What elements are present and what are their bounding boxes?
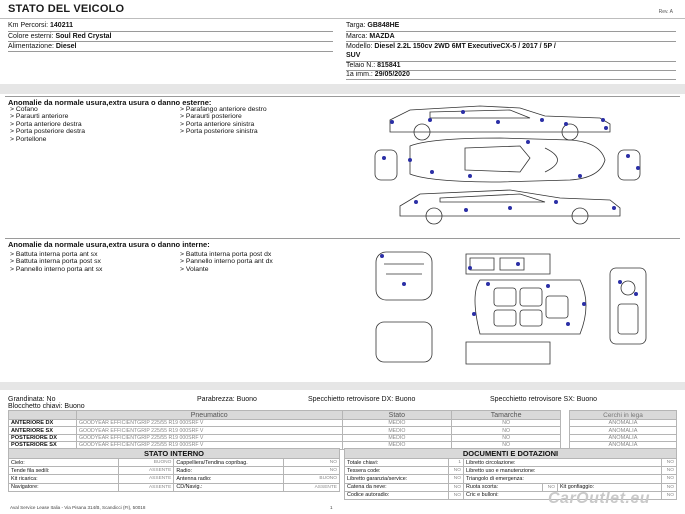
tyre-model: GOODYEAR EFFICIENTGRIP 225/55 R19 000SRF V bbox=[76, 427, 342, 434]
tyre-brand-flag: NO bbox=[452, 427, 561, 434]
table-header-cell: Pneumatico bbox=[76, 411, 342, 420]
list-item: > Porta posteriore sinistra bbox=[180, 128, 258, 136]
rims-table bbox=[569, 410, 677, 450]
table-header-cell bbox=[9, 411, 77, 420]
table-header-row bbox=[570, 411, 677, 420]
table-row bbox=[9, 475, 340, 483]
cell-label: Radio: bbox=[174, 467, 284, 475]
cell-value: NO bbox=[449, 491, 464, 499]
cell-label: Totale chiavi: bbox=[345, 459, 449, 467]
registration-value: 29/05/2020 bbox=[374, 71, 410, 78]
model-value: Diesel 2.2L 150cv 2WD 6MT ExecutiveCX-5 / 2017 / 5P / bbox=[374, 43, 556, 50]
tyre-state: MEDIO bbox=[342, 434, 452, 441]
tyre-position: ANTERIORE SX bbox=[9, 427, 77, 434]
rim-status: ANOMALIA bbox=[570, 442, 677, 449]
key-block-status: Blocchetto chiavi: Buono bbox=[8, 403, 85, 410]
table-header-row bbox=[9, 411, 561, 420]
revision-label: Rev. A bbox=[658, 9, 673, 15]
list-item: > Porta anteriore destra bbox=[10, 120, 82, 128]
interior-list-1 bbox=[10, 251, 102, 273]
registration-row bbox=[346, 71, 410, 78]
table-header-cell: Stato bbox=[342, 411, 452, 420]
table-header-row bbox=[9, 449, 340, 459]
list-item: > Battuta interna porta post dx bbox=[180, 251, 272, 258]
table-row bbox=[345, 467, 677, 475]
chassis-label: Telaio N.: bbox=[346, 62, 376, 69]
list-item: > Parafango anteriore destro bbox=[180, 106, 267, 113]
list-item: > Portellone bbox=[10, 135, 47, 143]
make-value: MAZDA bbox=[369, 33, 395, 40]
km-value: 140211 bbox=[50, 22, 73, 29]
cell-label: Cappelliera/Tendina copribag. bbox=[174, 459, 284, 467]
table-header-cell: Cerchi in lega bbox=[570, 411, 677, 420]
row-line bbox=[346, 41, 676, 42]
color-label: Colore esterni: bbox=[8, 33, 54, 40]
rim-status: ANOMALIA bbox=[570, 427, 677, 434]
cell-label: Cielo: bbox=[9, 459, 119, 467]
cell-value: NO bbox=[662, 467, 677, 475]
section-band bbox=[0, 382, 685, 390]
interior-title: Anomalie da normale usura,extra usura o danno interne: bbox=[8, 240, 210, 249]
cell-label: Antenna radio: bbox=[174, 475, 284, 483]
tyre-state: MEDIO bbox=[342, 420, 452, 427]
cell-value: 1 bbox=[449, 459, 464, 467]
tyre-brand-flag: NO bbox=[452, 434, 561, 441]
watermark: CarOutlet.eu bbox=[548, 490, 651, 507]
cell-label: Libretto uso e manutenzione: bbox=[464, 467, 662, 475]
cell-value: ASSENTE bbox=[118, 475, 174, 483]
hail-status: Grandinata: No bbox=[8, 396, 56, 403]
make-label: Marca: bbox=[346, 33, 368, 40]
cell-label: Navigatore: bbox=[9, 483, 119, 491]
section-band bbox=[0, 84, 685, 94]
model-row-cont bbox=[346, 52, 360, 59]
exterior-car-diagram bbox=[370, 98, 670, 232]
table-header-row bbox=[345, 449, 677, 459]
chassis-row bbox=[346, 62, 401, 69]
table-row bbox=[9, 420, 561, 427]
cell-value: NO bbox=[662, 483, 677, 491]
cell-value: ASSENTE bbox=[284, 483, 340, 491]
cell-label: Libretto circolazione: bbox=[464, 459, 662, 467]
cell-value: NO bbox=[543, 483, 558, 491]
interior-car-diagram bbox=[370, 244, 670, 378]
table-row bbox=[9, 467, 340, 475]
cell-value: NO bbox=[449, 475, 464, 483]
cell-value: ASSENTE bbox=[118, 467, 174, 475]
tyre-model: GOODYEAR EFFICIENTGRIP 225/55 R19 000SRF V bbox=[76, 434, 342, 441]
table-row bbox=[9, 459, 340, 467]
list-item: > Battuta interna porta ant sx bbox=[10, 251, 98, 258]
model-row bbox=[346, 43, 556, 50]
table-row bbox=[570, 427, 677, 434]
tyre-model: GOODYEAR EFFICIENTGRIP 225/55 R19 000SRF V bbox=[76, 442, 342, 449]
table-row bbox=[345, 475, 677, 483]
table-row bbox=[570, 434, 677, 441]
plate-label: Targa: bbox=[346, 22, 366, 29]
row-line bbox=[8, 51, 333, 52]
tyre-brand-flag: NO bbox=[452, 442, 561, 449]
rim-status: ANOMALIA bbox=[570, 420, 677, 427]
cell-value: BUONO bbox=[284, 475, 340, 483]
tyre-position: POSTERIORE SX bbox=[9, 442, 77, 449]
tyre-state: MEDIO bbox=[342, 442, 452, 449]
plate-row bbox=[346, 22, 399, 29]
tyre-position: ANTERIORE DX bbox=[9, 420, 77, 427]
interior-state-table bbox=[8, 448, 340, 492]
cell-label: Codice autoradio: bbox=[345, 491, 449, 499]
cell-value: NO bbox=[284, 459, 340, 467]
row-line bbox=[346, 70, 676, 71]
cell-label: Tessera code: bbox=[345, 467, 449, 475]
table-row bbox=[9, 427, 561, 434]
cell-label: Cric e bulloni: bbox=[464, 491, 662, 499]
cell-label: Catena da neve: bbox=[345, 483, 449, 491]
list-item: > Pannello interno porta ant dx bbox=[180, 258, 273, 266]
row-line bbox=[5, 96, 680, 97]
table-row bbox=[570, 420, 677, 427]
row-line bbox=[346, 31, 676, 32]
cell-label: CD/Navig.: bbox=[174, 483, 284, 491]
row-line bbox=[8, 41, 333, 42]
row-line bbox=[346, 61, 676, 62]
list-item: > Cofano bbox=[10, 106, 38, 113]
list-item: > Pannello interno porta ant sx bbox=[10, 265, 103, 273]
cell-value: ASSENTE bbox=[118, 483, 174, 491]
cell-value: NO bbox=[284, 467, 340, 475]
exterior-list-2 bbox=[180, 106, 267, 136]
chassis-value: 815841 bbox=[377, 62, 401, 69]
cell-value: NO bbox=[662, 475, 677, 483]
color-row bbox=[8, 33, 112, 40]
color-value: Soul Red Crystal bbox=[55, 33, 112, 40]
cell-value: NO bbox=[449, 467, 464, 475]
list-item: > Paraurti posteriore bbox=[180, 113, 242, 121]
row-line bbox=[346, 79, 676, 80]
tyre-model: GOODYEAR EFFICIENTGRIP 225/55 R19 000SRF V bbox=[76, 420, 342, 427]
tyre-state: MEDIO bbox=[342, 427, 452, 434]
tyre-table bbox=[8, 410, 561, 450]
cell-label: Kit ricarica: bbox=[9, 475, 119, 483]
km-label: Km Percorsi: bbox=[8, 22, 49, 29]
plate-value: GB848HE bbox=[367, 22, 400, 29]
table-row bbox=[345, 459, 677, 467]
header-divider bbox=[0, 18, 685, 19]
mirror-sx-status: Specchietto retrovisore SX: Buono bbox=[490, 396, 598, 403]
rim-status: ANOMALIA bbox=[570, 434, 677, 441]
make-row bbox=[346, 33, 395, 40]
list-item: > Porta posteriore destra bbox=[10, 128, 85, 136]
footer-page-number: 1 bbox=[330, 505, 333, 510]
mirror-dx-status: Specchietto retrovisore DX: Buono bbox=[308, 396, 416, 403]
footer-address: Aval Service Lease Italia - Via Pisana 314/B, Scandicci (FI), 50018 bbox=[10, 505, 146, 510]
list-item: > Battuta interna porta post sx bbox=[10, 258, 101, 266]
model-label: Modello: bbox=[346, 43, 373, 50]
list-item: > Porta anteriore sinistra bbox=[180, 120, 255, 128]
interior-list-2 bbox=[180, 251, 273, 273]
cell-label: Libretto garanzia/service: bbox=[345, 475, 449, 483]
list-item: > Paraurti anteriore bbox=[10, 113, 69, 121]
row-line bbox=[8, 31, 333, 32]
table-header-cell: STATO INTERNO bbox=[9, 449, 340, 459]
cell-value: NO bbox=[662, 459, 677, 467]
cell-value: NO bbox=[662, 491, 677, 499]
exterior-title: Anomalie da normale usura,extra usura o danno esterne: bbox=[8, 98, 212, 107]
model-value-cont: SUV bbox=[346, 52, 361, 59]
cell-label: Ruota scorta: bbox=[464, 483, 543, 491]
cell-value: BUONO bbox=[118, 459, 174, 467]
tyre-position: POSTERIORE DX bbox=[9, 434, 77, 441]
table-row bbox=[9, 483, 340, 491]
cell-label: Kit gonfiaggio: bbox=[557, 483, 661, 491]
cell-label: Tende fila sedili: bbox=[9, 467, 119, 475]
fuel-value: Diesel bbox=[55, 43, 77, 50]
fuel-row bbox=[8, 43, 77, 50]
page-title: STATO DEL VEICOLO bbox=[8, 3, 125, 15]
registration-label: 1a imm.: bbox=[346, 71, 373, 78]
cell-value: NO bbox=[449, 483, 464, 491]
row-line bbox=[5, 238, 680, 239]
list-item: > Volante bbox=[180, 265, 209, 273]
exterior-list-1 bbox=[10, 106, 85, 143]
table-row bbox=[9, 434, 561, 441]
table-header-cell: DOCUMENTI E DOTAZIONI bbox=[345, 449, 677, 459]
tyre-brand-flag: NO bbox=[452, 420, 561, 427]
fuel-label: Alimentazione: bbox=[8, 43, 54, 50]
cell-label: Triangolo di emergenza: bbox=[464, 475, 662, 483]
km-row bbox=[8, 22, 73, 29]
table-header-cell: Tamarche bbox=[452, 411, 561, 420]
windshield-status: Parabrezza: Buono bbox=[197, 396, 257, 403]
